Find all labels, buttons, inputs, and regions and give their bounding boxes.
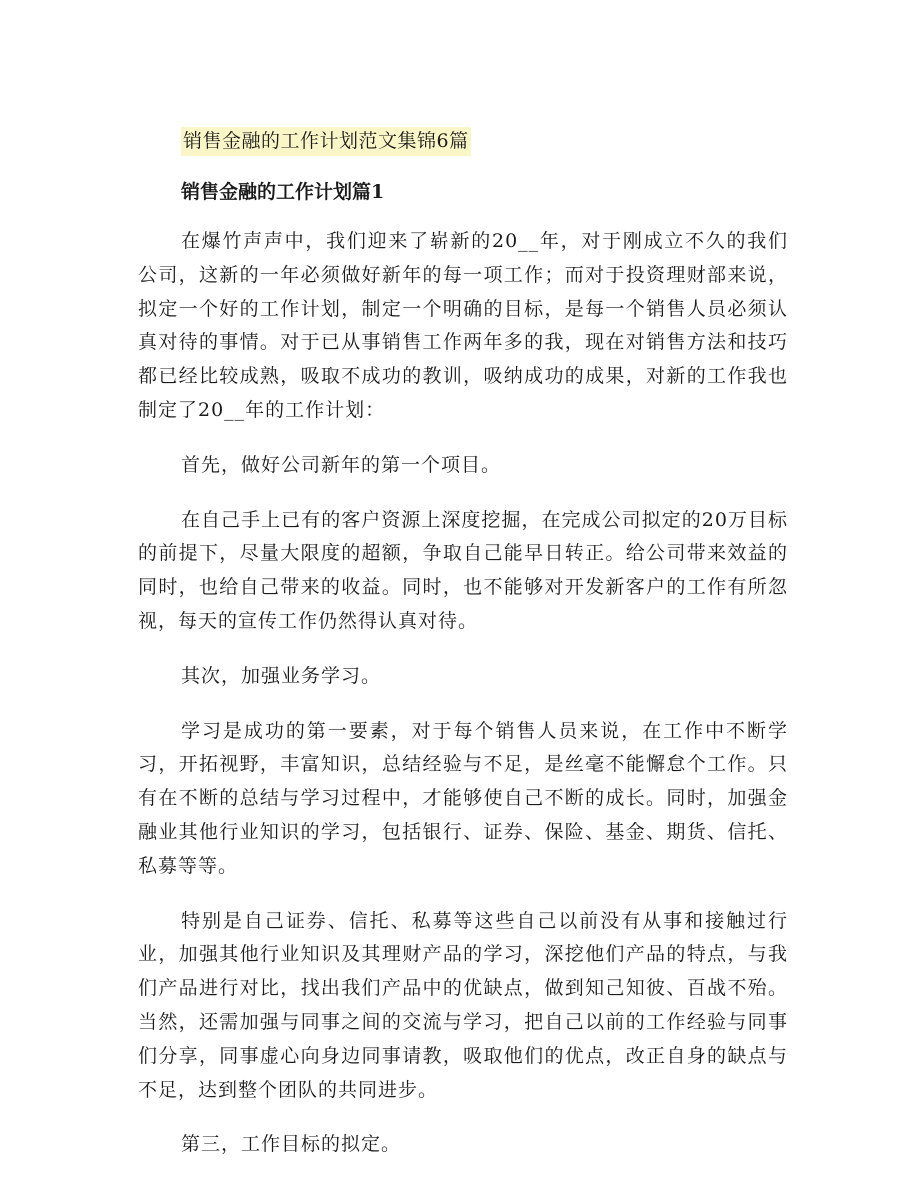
paragraph-first-point: 首先，做好公司新年的第一个项目。 (181, 453, 502, 476)
paragraph-industry-knowledge: 特别是自己证券、信托、私募等这些自己以前没有从事和接触过行业，加强其他行业知识及其理财产品的学习，深挖他们产品的特点，与我们产品进行对比，找出我们产品中的优缺点，做到知己知彼、百战不殆。当然，还需加强与同事之间的交流与学习，把自己以前的工作经验与同事们分享，同事虚心向身边同事请教，吸取他们的优点，改正自身的缺点与不足，达到整个团队的共同进步。 (138, 909, 788, 1101)
section-heading: 销售金融的工作计划篇1 (181, 181, 385, 203)
paragraph-client-resources: 在自己手上已有的客户资源上深度挖掘，在完成公司拟定的20万目标的前提下，尽量大限度的超额，争取自己能早日转正。给公司带来效益的同时，也给自己带来的收益。同时，也不能够对开发新客户的工作有所忽视，每天的宣传工作仍然得认真对待。 (138, 508, 788, 632)
paragraph-third-point: 第三，工作目标的拟定。 (181, 1133, 402, 1156)
paragraph-learning: 学习是成功的第一要素，对于每个销售人员来说，在工作中不断学习，开拓视野，丰富知识，总结经验与不足，是丝毫不能懈怠个工作。只有在不断的总结与学习过程中，才能够使自己不断的成长。同时，加强金融业其他行业知识的学习，包括银行、证券、保险、基金、期货、信托、私募等等。 (138, 719, 788, 877)
document-body (138, 225, 788, 1183)
paragraph-intro: 在爆竹声声中，我们迎来了崭新的20__年，对于刚成立不久的我们公司，这新的一年必须做好新年的每一项工作；而对于投资理财部来说，拟定一个好的工作计划，制定一个明确的目标，是每一个销售人员必须认真对待的事情。对于已从事销售工作两年多的我，现在对销售方法和技巧都已经比较成熟，吸取不成功的教训，吸纳成功的成果，对新的工作我也制定了20__年的工作计划： (138, 230, 788, 421)
document-title: 销售金融的工作计划范文集锦6篇 (181, 127, 471, 156)
paragraph-second-point: 其次，加强业务学习。 (181, 664, 382, 687)
